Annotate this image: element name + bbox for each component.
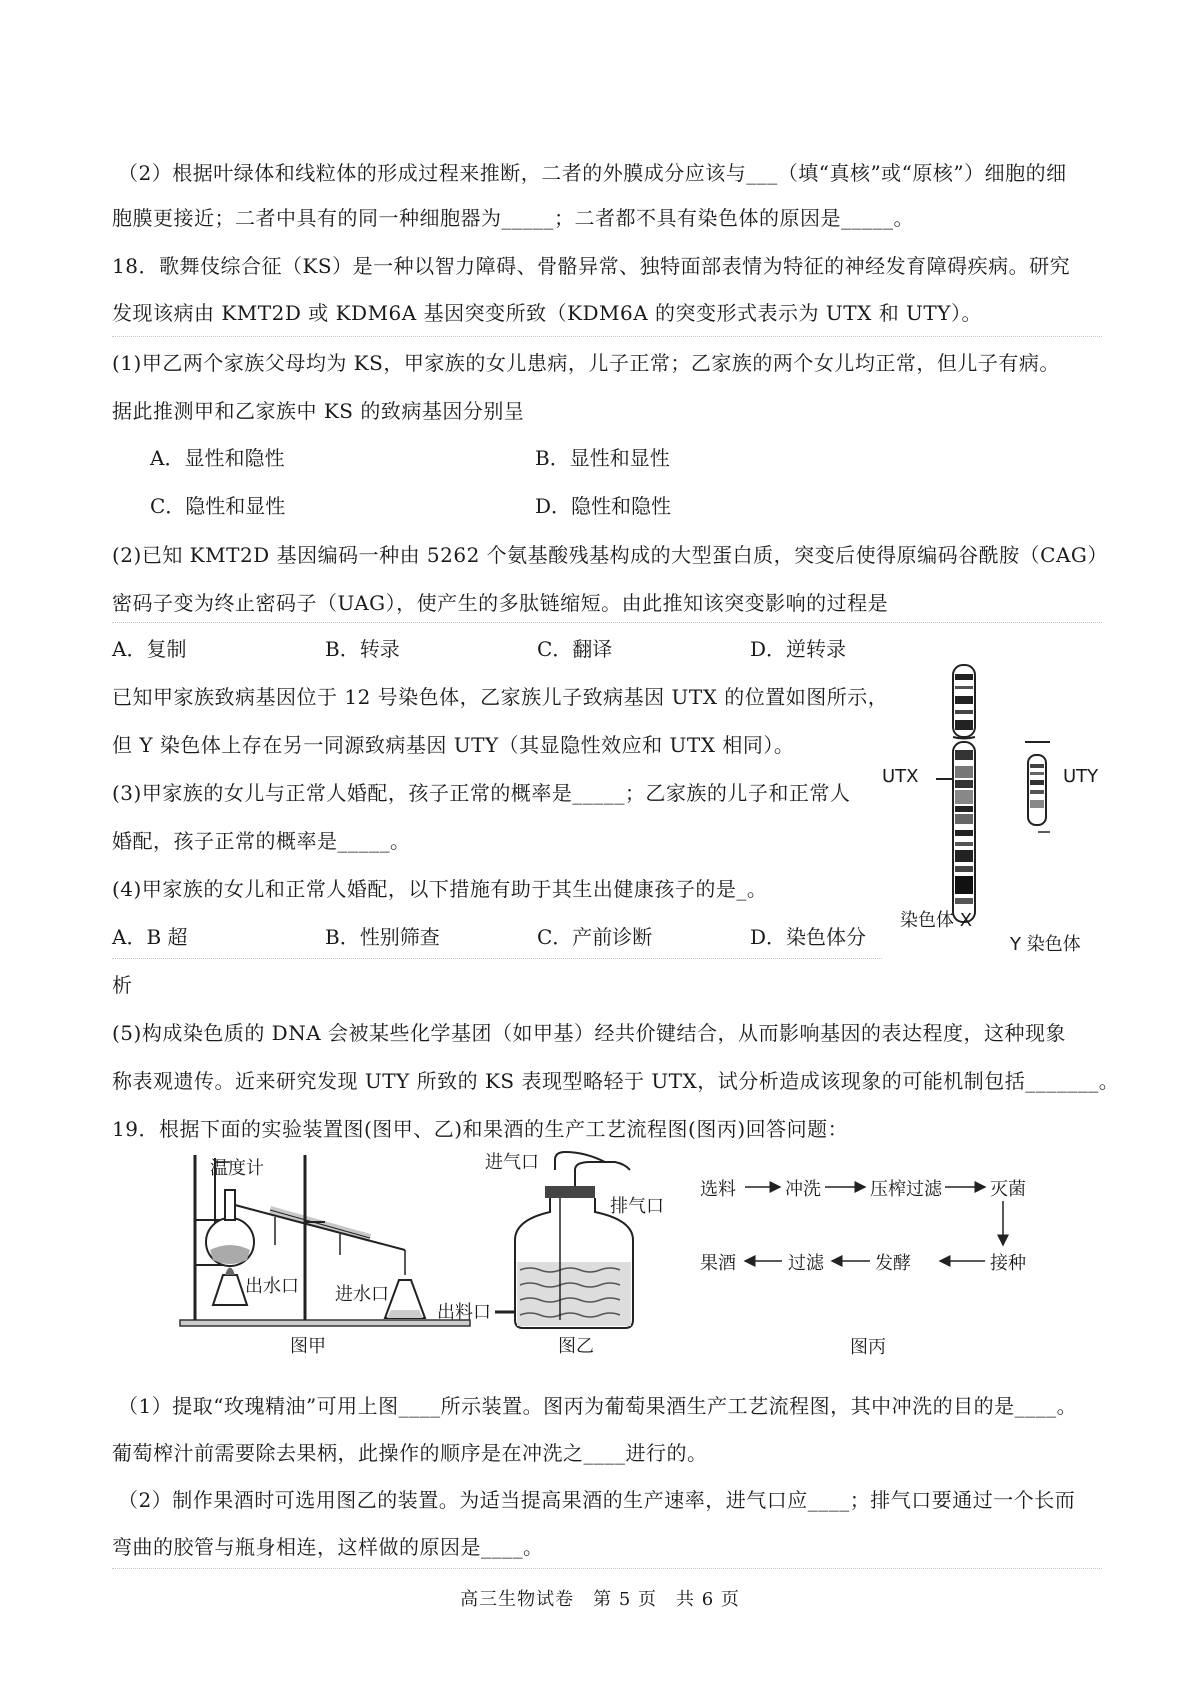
figure-yi [437,1150,685,1357]
q18-part1-option-b: B．显性和显性 [535,446,670,470]
material-outlet-label: 出料口 [437,1302,491,1323]
flow-step: 接种 [990,1253,1026,1274]
q18-part4-option-a: A．B 超 [112,925,188,949]
q18-intro-line2: 发现该病由 KMT2D 或 KDM6A 基因突变所致（KDM6A 的突变形式表示为 UTX 和 UTY）。 [112,301,982,325]
figure-bing [700,1175,1040,1358]
q18-part5-line1: (5)构成染色质的 DNA 会被某些化学基团（如甲基）经共价键结合，从而影响基因的表达程度，这种现象 [112,1021,1067,1045]
q18-intro-line1: 18．歌舞伎综合征（KS）是一种以智力障碍、骨骼异常、独特面部表情为特征的神经发育障碍疾病。研究 [112,254,1071,278]
page-footer: 高三生物试卷 第 5 页 共 6 页 [460,1589,740,1610]
q18-context-line1: 已知甲家族致病基因位于 12 号染色体，乙家族儿子致病基因 UTX 的位置如图所示， [112,685,889,709]
flow-step: 压榨过滤 [870,1179,942,1200]
q18-part2-option-a: A．复制 [112,637,187,661]
q18-part4-option-c: C．产前诊断 [537,925,653,949]
thermometer-label: 温度计 [210,1158,264,1179]
q18-part4-wrap: 析 [112,973,133,997]
q18-part1-option-a: A．显性和隐性 [150,446,285,470]
flow-step: 灭菌 [990,1179,1026,1200]
figure-jia-caption: 图甲 [290,1336,326,1357]
q18-part2-line1: (2)已知 KMT2D 基因编码一种由 5262 个氨基酸残基构成的大型蛋白质，突变后使得原编码谷酰胺（CAG） [112,543,1108,567]
divider [112,622,1102,623]
q17-part2-line2: 胞膜更接近；二者中具有的同一种细胞器为_____；二者都不具有染色体的原因是_____。 [112,206,914,230]
air-outlet-label: 排气口 [610,1196,664,1217]
q18-part1-option-c: C．隐性和显性 [150,494,286,518]
x-chromosome [936,665,975,922]
figure-bing-caption: 图丙 [850,1337,886,1358]
q18-part3-line2: 婚配，孩子正常的概率是_____。 [112,829,411,853]
y-chromosome-caption: Y 染色体 [1010,934,1081,955]
q19-part2-line2: 弯曲的胶管与瓶身相连，这样做的原因是____。 [112,1535,544,1559]
divider [112,336,1102,337]
divider [112,958,882,959]
q18-part2-line2: 密码子变为终止密码子（UAG），使产生的多肽链缩短。由此推知该突变影响的过程是 [112,591,889,615]
q18-part5-line2: 称表观遗传。近来研究发现 UTY 所致的 KS 表现型略轻于 UTX，试分析造成该现象的可能机制包括_______。 [112,1069,1120,1093]
x-chromosome-caption: 染色体 X [900,910,973,931]
flow-step: 发酵 [875,1253,911,1274]
fermentation-bottle [475,1150,685,1350]
q19-part1-line2: 葡萄榨汁前需要除去果柄，此操作的顺序是在冲洗之____进行的。 [112,1441,708,1465]
figure-jia [175,1150,475,1357]
q19-intro: 19．根据下面的实验装置图(图甲、乙)和果酒的生产工艺流程图(图丙)回答问题： [112,1117,849,1141]
uty-label: UTY [1063,766,1099,787]
figure-yi-caption: 图乙 [558,1336,594,1357]
q18-part2-option-b: B．转录 [325,637,400,661]
q19-part2-line1: （2）制作果酒时可选用图乙的装置。为适当提高果酒的生产速率，进气口应____；排气口要通过一个长而 [118,1488,1076,1512]
q18-part4-option-b: B．性别筛查 [325,925,440,949]
flow-step: 冲洗 [785,1179,821,1200]
q18-part4-option-d: D．染色体分 [750,925,867,949]
y-chromosome [1025,742,1050,832]
q18-part1-line1: (1)甲乙两个家族父母均为 KS，甲家族的女儿患病，儿子正常；乙家族的两个女儿均正常，但儿子有病。 [112,351,1060,375]
q18-context-line2: 但 Y 染色体上存在另一同源致病基因 UTY（其显隐性效应和 UTX 相同）。 [112,733,795,757]
q18-part3-line1: (3)甲家族的女儿与正常人婚配，孩子正常的概率是_____；乙家族的儿子和正常人 [112,781,851,805]
air-inlet-label: 进气口 [485,1152,539,1173]
chromosome-figure [880,660,1110,955]
q18-part1-line2: 据此推测甲和乙家族中 KS 的致病基因分别呈 [112,399,525,423]
water-inlet-label: 进水口 [335,1284,389,1305]
q17-part2-line1: （2）根据叶绿体和线粒体的形成过程来推断，二者的外膜成分应该与___（填“真核”或“原核”）细胞的细 [118,161,1067,185]
utx-label: UTX [882,766,919,787]
flow-step: 选料 [700,1179,736,1200]
q18-part1-option-d: D．隐性和隐性 [535,494,672,518]
q18-part4-line1: (4)甲家族的女儿和正常人婚配，以下措施有助于其生出健康孩子的是_。 [112,877,768,901]
water-outlet-label: 出水口 [245,1276,299,1297]
divider [112,1568,1102,1569]
flow-step: 过滤 [788,1253,824,1274]
q19-part1-line1: （1）提取“玫瑰精油”可用上图____所示装置。图丙为葡萄果酒生产工艺流程图，其中冲洗的目的是____。 [118,1394,1078,1418]
q18-part2-option-c: C．翻译 [537,637,613,661]
q18-part2-option-d: D．逆转录 [750,637,847,661]
flow-step: 果酒 [700,1253,736,1274]
distillation-apparatus [175,1150,475,1350]
